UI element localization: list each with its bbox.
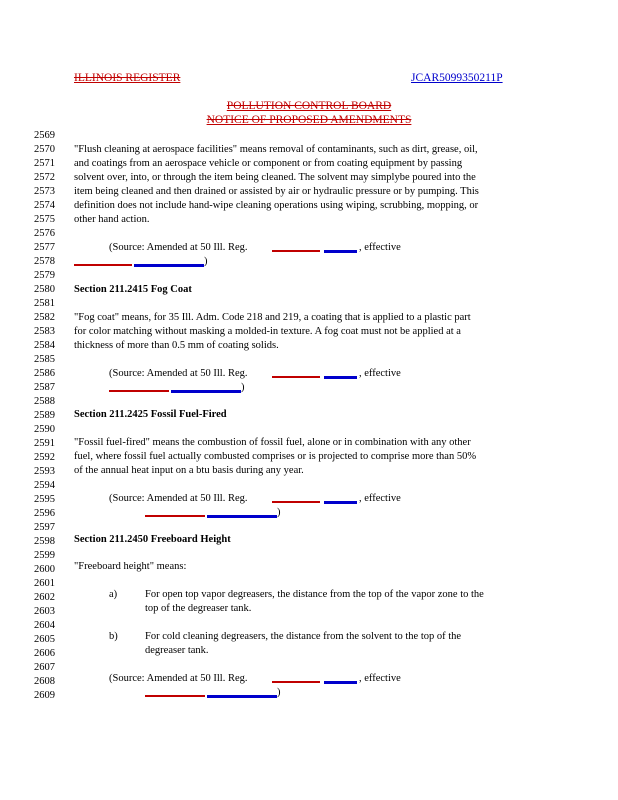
notice-title: NOTICE OF PROPOSED AMENDMENTS bbox=[206, 114, 412, 126]
item-a-line-2: top of the degreaser tank. bbox=[145, 603, 252, 614]
line-number: 2600 bbox=[34, 564, 55, 575]
item-b-label: b) bbox=[109, 631, 118, 642]
blueline-mark bbox=[324, 681, 357, 684]
agency-title: POLLUTION CONTROL BOARD bbox=[226, 100, 392, 112]
line-number: 2575 bbox=[34, 214, 55, 225]
line-number: 2601 bbox=[34, 578, 55, 589]
flush-line-5: definition does not include hand-wipe cleaning operations using wiping, scrubbing, mopping, or bbox=[74, 200, 479, 211]
line-number: 2598 bbox=[34, 536, 55, 547]
source-note-3: (Source: Amended at 50 Ill. Reg. bbox=[109, 493, 248, 504]
item-b-line-2: degreaser tank. bbox=[145, 645, 209, 656]
line-number: 2591 bbox=[34, 438, 55, 449]
line-number: 2586 bbox=[34, 368, 55, 379]
redline-mark bbox=[272, 681, 320, 683]
section-heading-fog-coat: Section 211.2415 Fog Coat bbox=[74, 284, 192, 295]
source-note-4: (Source: Amended at 50 Ill. Reg. bbox=[109, 673, 248, 684]
source-effective-4: , effective bbox=[359, 673, 401, 684]
line-number: 2593 bbox=[34, 466, 55, 477]
line-number: 2577 bbox=[34, 242, 55, 253]
blueline-mark bbox=[171, 390, 241, 393]
blueline-mark bbox=[324, 250, 357, 253]
jcar-code: JCAR5099350211P bbox=[411, 72, 503, 84]
item-b-line-1: For cold cleaning degreasers, the distance from the solvent to the top of the bbox=[145, 631, 462, 642]
redline-mark bbox=[272, 376, 320, 378]
line-number: 2583 bbox=[34, 326, 55, 337]
blueline-mark bbox=[324, 501, 357, 504]
blueline-mark bbox=[207, 515, 277, 518]
fog-line-3: thickness of more than 0.5 mm of coating solids. bbox=[74, 340, 279, 351]
line-number: 2589 bbox=[34, 410, 55, 421]
redline-mark bbox=[272, 250, 320, 252]
flush-line-3: solvent over, into, or through the item being cleaned. The solvent may simplybe poured into the bbox=[74, 172, 476, 183]
redline-mark bbox=[272, 501, 320, 503]
blueline-mark bbox=[207, 695, 277, 698]
line-number: 2609 bbox=[34, 690, 55, 701]
flush-line-2: and coatings from an aerospace vehicle or component or from coating equipment by passing bbox=[74, 158, 463, 169]
section-heading-fossil-fuel: Section 211.2425 Fossil Fuel-Fired bbox=[74, 409, 227, 420]
fossil-line-2: fuel, where fossil fuel actually combusted comprises or is projected to comprise more than 50% bbox=[74, 451, 477, 462]
redline-mark bbox=[145, 695, 205, 697]
line-number: 2572 bbox=[34, 172, 55, 183]
blueline-mark bbox=[324, 376, 357, 379]
source-close-4: ) bbox=[277, 687, 281, 698]
source-note-1: (Source: Amended at 50 Ill. Reg. bbox=[109, 242, 248, 253]
fog-line-2: for color matching without masking a molded-in texture. A fog coat must not be applied at a bbox=[74, 326, 461, 337]
item-a-line-1: For open top vapor degreasers, the distance from the top of the vapor zone to the bbox=[145, 589, 484, 600]
line-number: 2580 bbox=[34, 284, 55, 295]
line-number: 2579 bbox=[34, 270, 55, 281]
section-heading-freeboard: Section 211.2450 Freeboard Height bbox=[74, 534, 231, 545]
fog-line-1: "Fog coat" means, for 35 Ill. Adm. Code 218 and 219, a coating that is applied to a plastic part bbox=[74, 312, 471, 323]
line-number: 2584 bbox=[34, 340, 55, 351]
source-note-2: (Source: Amended at 50 Ill. Reg. bbox=[109, 368, 248, 379]
line-number: 2573 bbox=[34, 186, 55, 197]
fossil-line-1: "Fossil fuel-fired" means the combustion of fossil fuel, alone or in combination with any other bbox=[74, 437, 471, 448]
line-number: 2604 bbox=[34, 620, 55, 631]
line-number: 2608 bbox=[34, 676, 55, 687]
register-header: ILLINOIS REGISTER bbox=[74, 72, 181, 84]
source-close-3: ) bbox=[277, 507, 281, 518]
line-number: 2570 bbox=[34, 144, 55, 155]
line-number: 2585 bbox=[34, 354, 55, 365]
source-effective-3: , effective bbox=[359, 493, 401, 504]
line-number: 2605 bbox=[34, 634, 55, 645]
line-number: 2592 bbox=[34, 452, 55, 463]
fossil-line-3: of the annual heat input on a btu basis during any year. bbox=[74, 465, 304, 476]
blueline-mark bbox=[134, 264, 204, 267]
line-number: 2590 bbox=[34, 424, 55, 435]
redline-mark bbox=[74, 264, 132, 266]
flush-line-1: "Flush cleaning at aerospace facilities" means removal of contaminants, such as dirt, grease, oil, bbox=[74, 144, 478, 155]
source-close-2: ) bbox=[241, 382, 245, 393]
line-number: 2569 bbox=[34, 130, 55, 141]
redline-mark bbox=[109, 390, 169, 392]
flush-line-6: other hand action. bbox=[74, 214, 150, 225]
flush-line-4: item being cleaned and then drained or assisted by air or hydraulic pressure or by pumping. This bbox=[74, 186, 479, 197]
redline-mark bbox=[145, 515, 205, 517]
line-number: 2607 bbox=[34, 662, 55, 673]
line-number: 2595 bbox=[34, 494, 55, 505]
line-number: 2599 bbox=[34, 550, 55, 561]
line-number: 2578 bbox=[34, 256, 55, 267]
line-number: 2574 bbox=[34, 200, 55, 211]
line-number: 2602 bbox=[34, 592, 55, 603]
line-number: 2596 bbox=[34, 508, 55, 519]
source-close-1: ) bbox=[204, 256, 208, 267]
line-number: 2571 bbox=[34, 158, 55, 169]
item-a-label: a) bbox=[109, 589, 118, 600]
line-number: 2576 bbox=[34, 228, 55, 239]
line-number: 2594 bbox=[34, 480, 55, 491]
line-number: 2582 bbox=[34, 312, 55, 323]
line-number: 2588 bbox=[34, 396, 55, 407]
line-number: 2587 bbox=[34, 382, 55, 393]
line-number: 2597 bbox=[34, 522, 55, 533]
source-effective-1: , effective bbox=[359, 242, 401, 253]
freeboard-intro: "Freeboard height" means: bbox=[74, 561, 187, 572]
source-effective-2: , effective bbox=[359, 368, 401, 379]
line-number: 2606 bbox=[34, 648, 55, 659]
line-number: 2603 bbox=[34, 606, 55, 617]
line-number: 2581 bbox=[34, 298, 55, 309]
